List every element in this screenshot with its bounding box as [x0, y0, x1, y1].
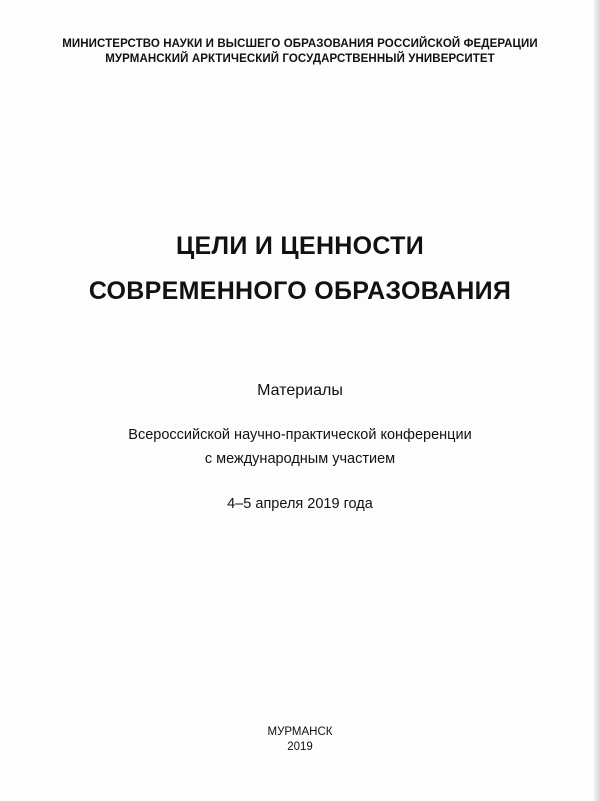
publisher-header [0, 37, 600, 67]
imprint [0, 725, 600, 755]
conference-dates: 4–5 апреля 2019 года [227, 496, 373, 512]
book-title [0, 224, 600, 314]
conference-description [0, 423, 600, 471]
university-name: МУРМАНСКИЙ АРКТИЧЕСКИЙ ГОСУДАРСТВЕННЫЙ УНИВЕРСИТЕТ [105, 53, 495, 65]
imprint-city: МУРМАНСК [267, 726, 333, 738]
ministry-name: МИНИСТЕРСТВО НАУКИ И ВЫСШЕГО ОБРАЗОВАНИЯ РОССИЙСКОЙ ФЕДЕРАЦИИ [62, 38, 538, 50]
materials-label: Материалы [257, 382, 343, 399]
conference-line-1: Всероссийской научно-практической конференции [128, 427, 472, 443]
title-line-2: СОВРЕМЕННОГО ОБРАЗОВАНИЯ [88, 277, 512, 305]
title-line-1: ЦЕЛИ И ЦЕННОСТИ [176, 232, 424, 260]
imprint-year: 2019 [287, 741, 313, 753]
conference-line-2: с международным участием [204, 451, 396, 467]
